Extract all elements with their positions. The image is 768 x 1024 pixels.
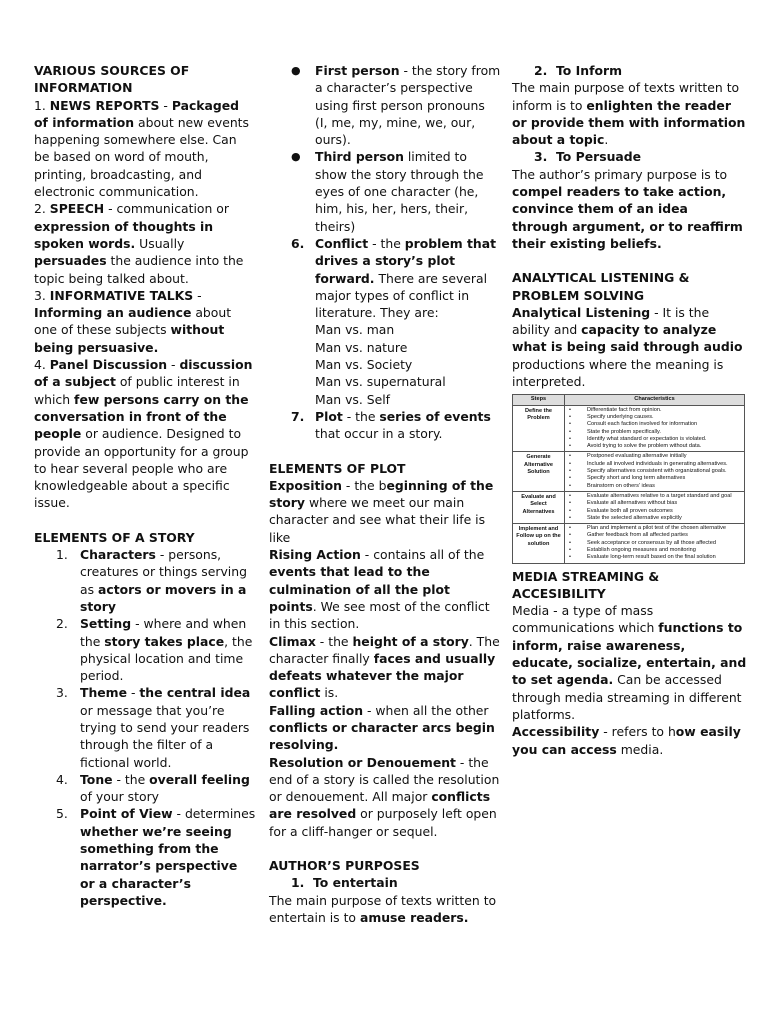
text: limited to show the story through the eyes of one character (he, him, his, her, hers, their, theirs) xyxy=(315,149,484,234)
inform-text xyxy=(512,79,748,148)
pov-bullet-item xyxy=(269,148,501,234)
resolution-item xyxy=(269,754,501,840)
emphasis: the central idea xyxy=(139,685,251,701)
story-element-item xyxy=(34,771,256,806)
characteristic-item: • Evaluate long-term result based on the final solution xyxy=(567,554,742,561)
step-cell: Generate Alternative Solution xyxy=(513,452,565,491)
emphasis: enlighten the reader or provide them with information about a topic xyxy=(512,97,746,148)
term: Rising Action xyxy=(269,547,361,563)
item-number: 1. xyxy=(34,97,50,113)
characteristic-item: • Brainstorm on others' ideas xyxy=(567,483,742,490)
column-middle xyxy=(269,62,501,926)
characteristics-cell xyxy=(565,452,745,491)
table-row xyxy=(513,524,745,563)
conflict-type: Man vs. supernatural xyxy=(315,374,446,390)
emphasis: conflicts or character arcs begin resolving. xyxy=(269,719,495,753)
term: Characters xyxy=(80,547,156,563)
sources-heading xyxy=(34,62,256,97)
item-number: 3. xyxy=(34,287,50,303)
characteristic-item: • Differentiate fact from opinion. xyxy=(567,407,742,414)
term: Setting xyxy=(80,616,132,632)
characteristics-cell xyxy=(565,405,745,452)
characteristic-item: • Gather feedback from all affected parties xyxy=(567,532,742,539)
speech-item xyxy=(34,200,256,286)
emphasis: height of a story xyxy=(352,633,469,649)
persuade-subheading xyxy=(512,148,748,165)
conflict-types-list xyxy=(269,321,501,407)
pov-bullet-item xyxy=(269,62,501,148)
characteristic-item: • Postponed evaluating alternative initially xyxy=(567,453,742,460)
emphasis: ow easily you can access xyxy=(512,724,741,757)
dash: - xyxy=(159,97,172,113)
analytical-listening-heading: ANALYTICAL LISTENING & PROBLEM SOLVING xyxy=(512,270,690,303)
informative-talks-item xyxy=(34,287,256,356)
problem-solving-table xyxy=(512,394,745,563)
conflict-type: Man vs. Self xyxy=(315,391,391,407)
emphasis: capacity to analyze what is being said through audio xyxy=(512,322,743,355)
emphasis: compel readers to take action, convince them of an idea through argument, or to reaffirm their existing beliefs. xyxy=(512,184,743,251)
column-header: Characteristics xyxy=(565,395,745,405)
term: Exposition xyxy=(269,477,342,493)
item-number: 3. xyxy=(56,685,68,701)
item-number: 5. xyxy=(56,806,68,822)
text: about new events happening somewhere else. Can be based on word of mouth, printing, broadcasting, and electronic communication. xyxy=(34,114,250,200)
characteristic-item: • Evaluate both all proven outcomes xyxy=(567,508,742,515)
characteristics-cell xyxy=(565,524,745,563)
term: Panel Discussion xyxy=(49,357,168,373)
characteristic-item: • Avoid trying to solve the problem without data. xyxy=(567,443,742,450)
media-text xyxy=(512,602,748,723)
bullet-icon: ● xyxy=(291,64,301,77)
emphasis: persuades xyxy=(34,253,107,269)
accessibility-text xyxy=(512,723,748,758)
text: The main purpose of texts written to inform is to xyxy=(512,80,740,113)
text: or purposely left open for a cliff-hanger or sequel. xyxy=(269,806,497,839)
item-number: 3. xyxy=(534,149,548,165)
term: Conflict xyxy=(315,235,369,251)
emphasis: problem that drives a story’s plot forward. xyxy=(315,235,497,286)
text: is. xyxy=(320,685,339,701)
term: Third person xyxy=(315,149,404,165)
plot-elements-heading: ELEMENTS OF PLOT xyxy=(269,460,406,476)
text: of your story xyxy=(80,789,160,805)
emphasis: whether we’re seeing something from the narrator’s perspective or a character’s perspective. xyxy=(80,823,238,908)
text: or audience. Designed to provide an opportunity for a group to hear several people who are knowledgeable about a specific issue. xyxy=(34,426,249,511)
step-cell: Implement and Follow up on the solution xyxy=(513,524,565,563)
column-header: Steps xyxy=(513,395,565,405)
panel-discussion-item xyxy=(34,356,256,512)
term: Resolution or Denouement xyxy=(269,754,456,770)
text: The main purpose of texts written to entertain is to xyxy=(269,892,497,925)
term: Point of View xyxy=(80,806,173,822)
emphasis: Informing an audience xyxy=(34,305,192,321)
text: - xyxy=(127,685,140,701)
emphasis: without being persuasive. xyxy=(34,322,225,355)
text: - the story from a character’s perspective using first person pronouns (I, me, my, mine, we, our, ours). xyxy=(315,63,501,148)
persuade-text xyxy=(512,166,748,252)
column-right xyxy=(512,62,748,758)
table-header-row xyxy=(513,395,745,405)
text: - It is the ability and xyxy=(512,304,710,338)
step-cell: Define the Problem xyxy=(513,405,565,452)
column-left xyxy=(34,62,256,909)
text: - communication or xyxy=(104,201,229,217)
item-number: 1. xyxy=(56,547,68,563)
bullet-icon: ● xyxy=(291,150,301,164)
rising-action-item xyxy=(269,546,501,632)
term: Plot xyxy=(315,408,343,424)
story-elements-list xyxy=(34,546,256,909)
text: - determines xyxy=(172,806,256,822)
characteristic-item: • State the problem specifically. xyxy=(567,429,742,436)
sources-heading-line1: VARIOUS SOURCES OF xyxy=(34,63,190,78)
story-element-item xyxy=(34,684,256,770)
emphasis: amuse readers. xyxy=(359,909,469,925)
emphasis: Packaged of information xyxy=(34,97,240,130)
characteristic-item: • Establish ongoing measures and monitoring xyxy=(567,547,742,554)
text: of public interest in which xyxy=(34,374,240,407)
conflict-item xyxy=(269,235,501,321)
characteristic-item: • Plan and implement a pilot test of the chosen alternative xyxy=(567,525,742,532)
emphasis: expression of thoughts in spoken words. xyxy=(34,218,214,251)
table-row xyxy=(513,491,745,523)
text: media. xyxy=(616,741,664,757)
characteristic-item: • Include all involved individuals in generating alternatives. xyxy=(567,461,742,468)
step-cell: Evaluate and Select Alternatives xyxy=(513,491,565,523)
text: about one of these subjects xyxy=(34,305,232,338)
term: Falling action xyxy=(269,702,364,718)
term: Analytical Listening xyxy=(512,304,651,320)
climax-item xyxy=(269,633,501,702)
characteristic-item: • Seek acceptance or consensus by all those affected xyxy=(567,540,742,547)
spacer xyxy=(512,252,748,269)
spacer xyxy=(269,443,501,460)
table-row xyxy=(513,405,745,452)
item-number: 6. xyxy=(291,235,305,251)
entertain-text xyxy=(269,892,501,927)
item-number: 4. xyxy=(34,357,50,373)
conflict-type: Man vs. nature xyxy=(315,339,408,355)
spacer xyxy=(269,840,501,857)
story-element-item xyxy=(34,615,256,684)
text: - the xyxy=(368,235,405,251)
text: - contains all of the xyxy=(360,547,485,563)
emphasis: discussion of a subject xyxy=(34,357,253,390)
text: Media - a type of mass communications which xyxy=(512,603,659,636)
term: First person xyxy=(315,63,400,78)
characteristics-cell xyxy=(565,491,745,523)
story-elements-heading: ELEMENTS OF A STORY xyxy=(34,529,195,545)
dash: - xyxy=(167,357,180,373)
text: where we meet our main character and see what their life is like xyxy=(269,495,486,545)
item-number: 2. xyxy=(56,616,68,632)
text: - persons, creatures or things serving as xyxy=(80,547,247,597)
sources-heading-line2: INFORMATION xyxy=(34,80,133,96)
characteristic-item: • Evaluate alternatives relative to a target standard and goal xyxy=(567,493,742,500)
label: To Persuade xyxy=(556,149,642,165)
characteristic-item: • Consult each faction involved for information xyxy=(567,421,742,428)
text: or message that you’re trying to send your readers through the filter of a fictional world. xyxy=(80,702,250,770)
characteristic-item: • Specify underlying causes. xyxy=(567,414,742,421)
exposition-item xyxy=(269,477,501,546)
emphasis: series of events xyxy=(379,408,491,424)
conflict-type: Man vs. Society xyxy=(315,357,413,373)
text: - where and when the xyxy=(80,616,247,649)
label: To entertain xyxy=(313,875,398,891)
characteristic-item: • Specify short and long term alternatives xyxy=(567,475,742,482)
term: Accessibility xyxy=(512,724,600,740)
dash: - xyxy=(193,287,202,303)
analytical-listening-text xyxy=(512,304,748,390)
emphasis: functions to inform, raise awareness, educate, socialize, entertain, and to set agenda. xyxy=(512,620,747,688)
text: - the end of a story is called the resolution or denouement. All major xyxy=(269,754,500,805)
text: productions where the meaning is interpreted. xyxy=(512,356,724,390)
emphasis: faces and usually defeats whatever the major conflict xyxy=(269,650,496,701)
text: - when all the other xyxy=(363,702,489,718)
emphasis: story takes place xyxy=(104,633,225,649)
label: To Inform xyxy=(556,63,622,78)
table-row xyxy=(513,452,745,491)
item-number: 1. xyxy=(291,875,305,891)
text: - refers to h xyxy=(599,724,676,740)
text: - the xyxy=(112,771,150,787)
story-element-item xyxy=(34,546,256,615)
text: There are several major types of conflict in literature. They are: xyxy=(315,270,488,321)
text: Usually xyxy=(135,235,185,251)
spacer xyxy=(34,512,256,529)
text: - the xyxy=(315,633,353,649)
emphasis: events that lead to the culmination of all the plot points xyxy=(269,564,450,614)
characteristic-item: • Evaluate all alternatives without bias xyxy=(567,500,742,507)
characteristic-item: • State the selected alternative explicitly xyxy=(567,515,742,522)
emphasis: conflicts are resolved xyxy=(269,789,491,822)
text: . xyxy=(604,132,609,148)
text: Can be accessed through media streaming in different platforms. xyxy=(512,672,742,722)
conflict-type: Man vs. man xyxy=(315,322,395,338)
falling-action-item xyxy=(269,702,501,754)
text: , the physical location and time period. xyxy=(80,633,253,684)
text: The author’s primary purpose is to xyxy=(512,166,728,182)
term: Climax xyxy=(269,633,316,649)
text: . The character finally xyxy=(269,633,500,666)
characteristic-item: • Specify alternatives consistent with organizational goals. xyxy=(567,468,742,475)
term: NEWS REPORTS xyxy=(49,97,160,113)
emphasis: overall feeling xyxy=(149,771,250,787)
text: - the b xyxy=(341,477,387,493)
text: that occur in a story. xyxy=(315,426,443,442)
inform-subheading xyxy=(512,62,748,79)
authors-purposes-heading: AUTHOR’S PURPOSES xyxy=(269,858,420,874)
term: Tone xyxy=(80,771,113,787)
plot-item xyxy=(269,408,501,443)
emphasis: few persons carry on the conversation in front of the people xyxy=(34,391,249,442)
text: the audience into the topic being talked about. xyxy=(34,253,244,286)
media-streaming-heading: MEDIA STREAMING & ACCESIBILITY xyxy=(512,568,660,601)
entertain-subheading xyxy=(269,874,501,891)
item-number: 2. xyxy=(34,201,50,217)
emphasis: actors or movers in a story xyxy=(80,581,247,614)
term: SPEECH xyxy=(49,201,105,217)
term: INFORMATIVE TALKS xyxy=(49,287,194,303)
term: Theme xyxy=(80,685,127,701)
item-number: 2. xyxy=(534,63,548,78)
characteristic-item: • Identify what standard or expectation is violated. xyxy=(567,436,742,443)
story-element-item xyxy=(34,805,256,909)
emphasis: eginning of the story xyxy=(269,477,494,511)
item-number: 4. xyxy=(56,771,68,787)
text: . We see most of the conflict in this section. xyxy=(269,598,490,632)
text: - the xyxy=(342,408,380,424)
news-reports-item xyxy=(34,97,256,201)
item-number: 7. xyxy=(291,408,305,424)
